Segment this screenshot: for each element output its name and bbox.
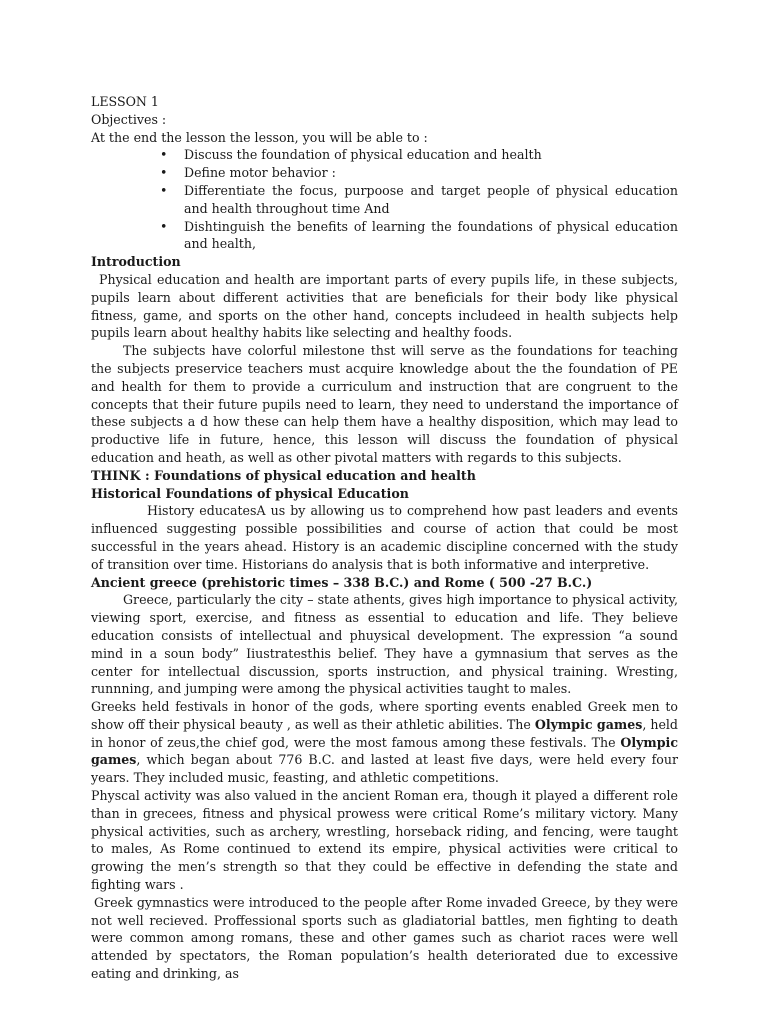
objective-text: Define motor behavior : (184, 165, 336, 181)
lesson-title: LESSON 1 (91, 94, 159, 109)
bullet-icon: • (160, 182, 168, 198)
ancient-paragraph-4: Greek gymnastics were introduced to the people after Rome invaded Greece, by they were not well recieved. Proffessional sports such as gladiatorial battles, men fighting to death were common among romans, these and other games such as chariot races were well attended by spectators, the Roman population’s health deteriorated due to excessive eating and drinking, as (91, 894, 678, 982)
ancient-paragraph-1: Greece, particularly the city – state athents, gives high importance to physical activity, viewing sport, exercise, and fitness as essential to education and life. They believe education consists of intellectual and phuysical development. The expression “a sound mind in a soun body” Iiustratesthis belief. They have a gymnasium that serves as the center for intellectual discussion, sports instruction, and physical training. Wresting, runnning, and jumping were among the physical activities taught to males. (91, 592, 678, 697)
ancient-p2-text-2: , held in honor of zeus,the chief god, were the most famous among these festivals. The (91, 716, 678, 750)
introduction-paragraph-1: Physical education and health are important parts of every pupils life, in these subjects, pupils learn about different activities that are beneficials for their body like physical fitness, game, and sports on the other hand, concepts includeed in health subjects help pupils learn about healthy habits like selecting and healthy foods. (91, 271, 678, 341)
ancient-p2-text-3: , which began about 776 B.C. and lasted at least five days, were held every four years. They included music, feasting, and athletic competitions. (91, 752, 678, 786)
list-item (91, 218, 678, 254)
olympic-games-term: Olympic games (534, 716, 643, 732)
olympic-games-term: Olympic games (91, 734, 678, 768)
objective-text: Differentiate the focus, purpoose and target people of physical education and health throughout time And (184, 182, 678, 216)
objective-text: Dishtinguish the benefits of learning the foundations of physical education and health, (184, 218, 678, 252)
document-page (91, 93, 678, 983)
objectives-label: Objectives : (91, 111, 167, 127)
list-item (91, 182, 678, 218)
objective-text: Discuss the foundation of physical education and health (184, 147, 542, 163)
historical-heading: Historical Foundations of physical Education (91, 485, 409, 501)
ancient-paragraph-2 (91, 698, 678, 787)
ancient-p2-text-1: Greeks held festivals in honor of the gods, where sporting events enabled Greek men to show off their physical beauty , as well as their athletic abilities. The (91, 699, 678, 732)
list-item (91, 164, 678, 182)
historical-paragraph: History educatesA us by allowing us to comprehend how past leaders and events influenced suggesting possible possibilities and course of action that could be most successful in the years ahead. History is an academic discipline concerned with the study of transition over time. Historians do analysis that is both informative and interpretive. (91, 503, 678, 572)
bullet-icon: • (160, 218, 168, 234)
introduction-paragraph-2: The subjects have colorful milestone thst will serve as the foundations for teaching the subjects preservice teachers must acquire knowledge about the the foundation of PE and health for them to provide a curriculum and instruction that are congruent to the concepts that their future pupils need to learn, they need to understand the importance of these subjects a d how these can help them have a healthy disposition, which may lead to productive life in future, hence, this lesson will discuss the foundation of physical education and heath, as well as other pivotal matters with regards to this subjects. (91, 343, 678, 465)
think-heading: THINK : Foundations of physical education and health (91, 467, 476, 483)
objectives-list (91, 146, 678, 253)
bullet-icon: • (160, 165, 168, 181)
ancient-paragraph-3: Physcal activity was also valued in the ancient Roman era, though it played a different role than in grecees, fitness and physical prowess were critical Rome’s military victory. Many physical activities, such as archery, wrestling, horseback riding, and fencing, were taught to males, As Rome continued to extend its empire, physical activities were critical to growing the men’s strength so that they could be effective in defending the state and fighting wars . (91, 788, 678, 893)
objectives-intro: At the end the lesson the lesson, you will be able to : (91, 129, 428, 145)
ancient-heading: Ancient greece (prehistoric times – 338 B.C.) and Rome ( 500 -27 B.C.) (91, 574, 593, 590)
list-item (91, 146, 678, 164)
bullet-icon: • (160, 147, 168, 163)
introduction-heading: Introduction (91, 254, 181, 270)
